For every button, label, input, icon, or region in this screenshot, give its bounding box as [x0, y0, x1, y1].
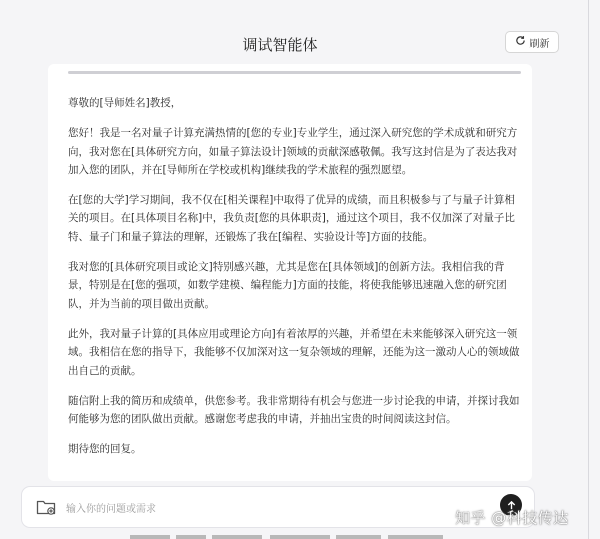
doc-paragraph: 尊敬的[导师姓名]教授，	[68, 97, 182, 109]
chat-input-placeholder[interactable]: 输入你的问题或需求	[66, 504, 156, 515]
refresh-label: 刷新	[529, 38, 550, 50]
page-title: 调试智能体	[242, 36, 318, 54]
card-top-rule	[68, 71, 521, 74]
doc-paragraph: 我对您的[具体研究项目或论文]特别感兴趣，尤其是您在[具体领域]的创新方法。我相信我的背景，特别是在[您的强项，如数学建模、编程能力]方面的技能，将使我能够迅速融入您的研究团队，并为当前的项目做出贡献。	[68, 261, 507, 310]
doc-paragraph: 随信附上我的简历和成绩单，供您参考。我非常期待有机会与您进一步讨论我的申请，并探讨我如何能够为您的团队做出贡献。感谢您考虑我的申请，并抽出宝贵的时间阅读这封信。	[68, 394, 520, 426]
response-document	[68, 94, 524, 471]
panel-divider	[588, 0, 589, 539]
footer-disclaimer-glyphs	[130, 531, 450, 539]
doc-paragraph: 期待您的回复。	[68, 443, 142, 456]
doc-paragraph: 您好！我是一名对量子计算充满热情的[您的专业]专业学生，通过深入研究您的学术成就和研究方向，我对您在[具体研究方向，如量子算法设计]领域的贡献深感敬佩。我写这封信是为了表达我对加入您的团队，并在[导师所在学校或机构]继续我的学术旅程的强烈愿望。	[68, 127, 518, 176]
watermark: 知乎 @科技传达	[455, 509, 569, 527]
refresh-button[interactable]	[505, 31, 559, 53]
header-bar	[0, 0, 600, 64]
folder-plus-icon[interactable]	[36, 498, 56, 516]
refresh-icon	[515, 35, 526, 49]
doc-paragraph: 在[您的大学]学习期间，我不仅在[相关课程]中取得了优异的成绩，而且积极参与了与量子计算相关的项目。在[具体项目名称]中，我负责[您的具体职责]，通过这个项目，我不仅加深了对量子比特、量子门和量子算法的理解，还锻炼了我在[编程、实验设计等]方面的技能。	[68, 194, 515, 243]
doc-paragraph: 此外，我对量子计算的[具体应用或理论方向]有着浓厚的兴趣，并希望在未来能够深入研究这一领域。我相信在您的指导下，我能够不仅加深对这一复杂领域的理解，还能为这一激动人心的领域做出自己的贡献。	[68, 327, 520, 377]
